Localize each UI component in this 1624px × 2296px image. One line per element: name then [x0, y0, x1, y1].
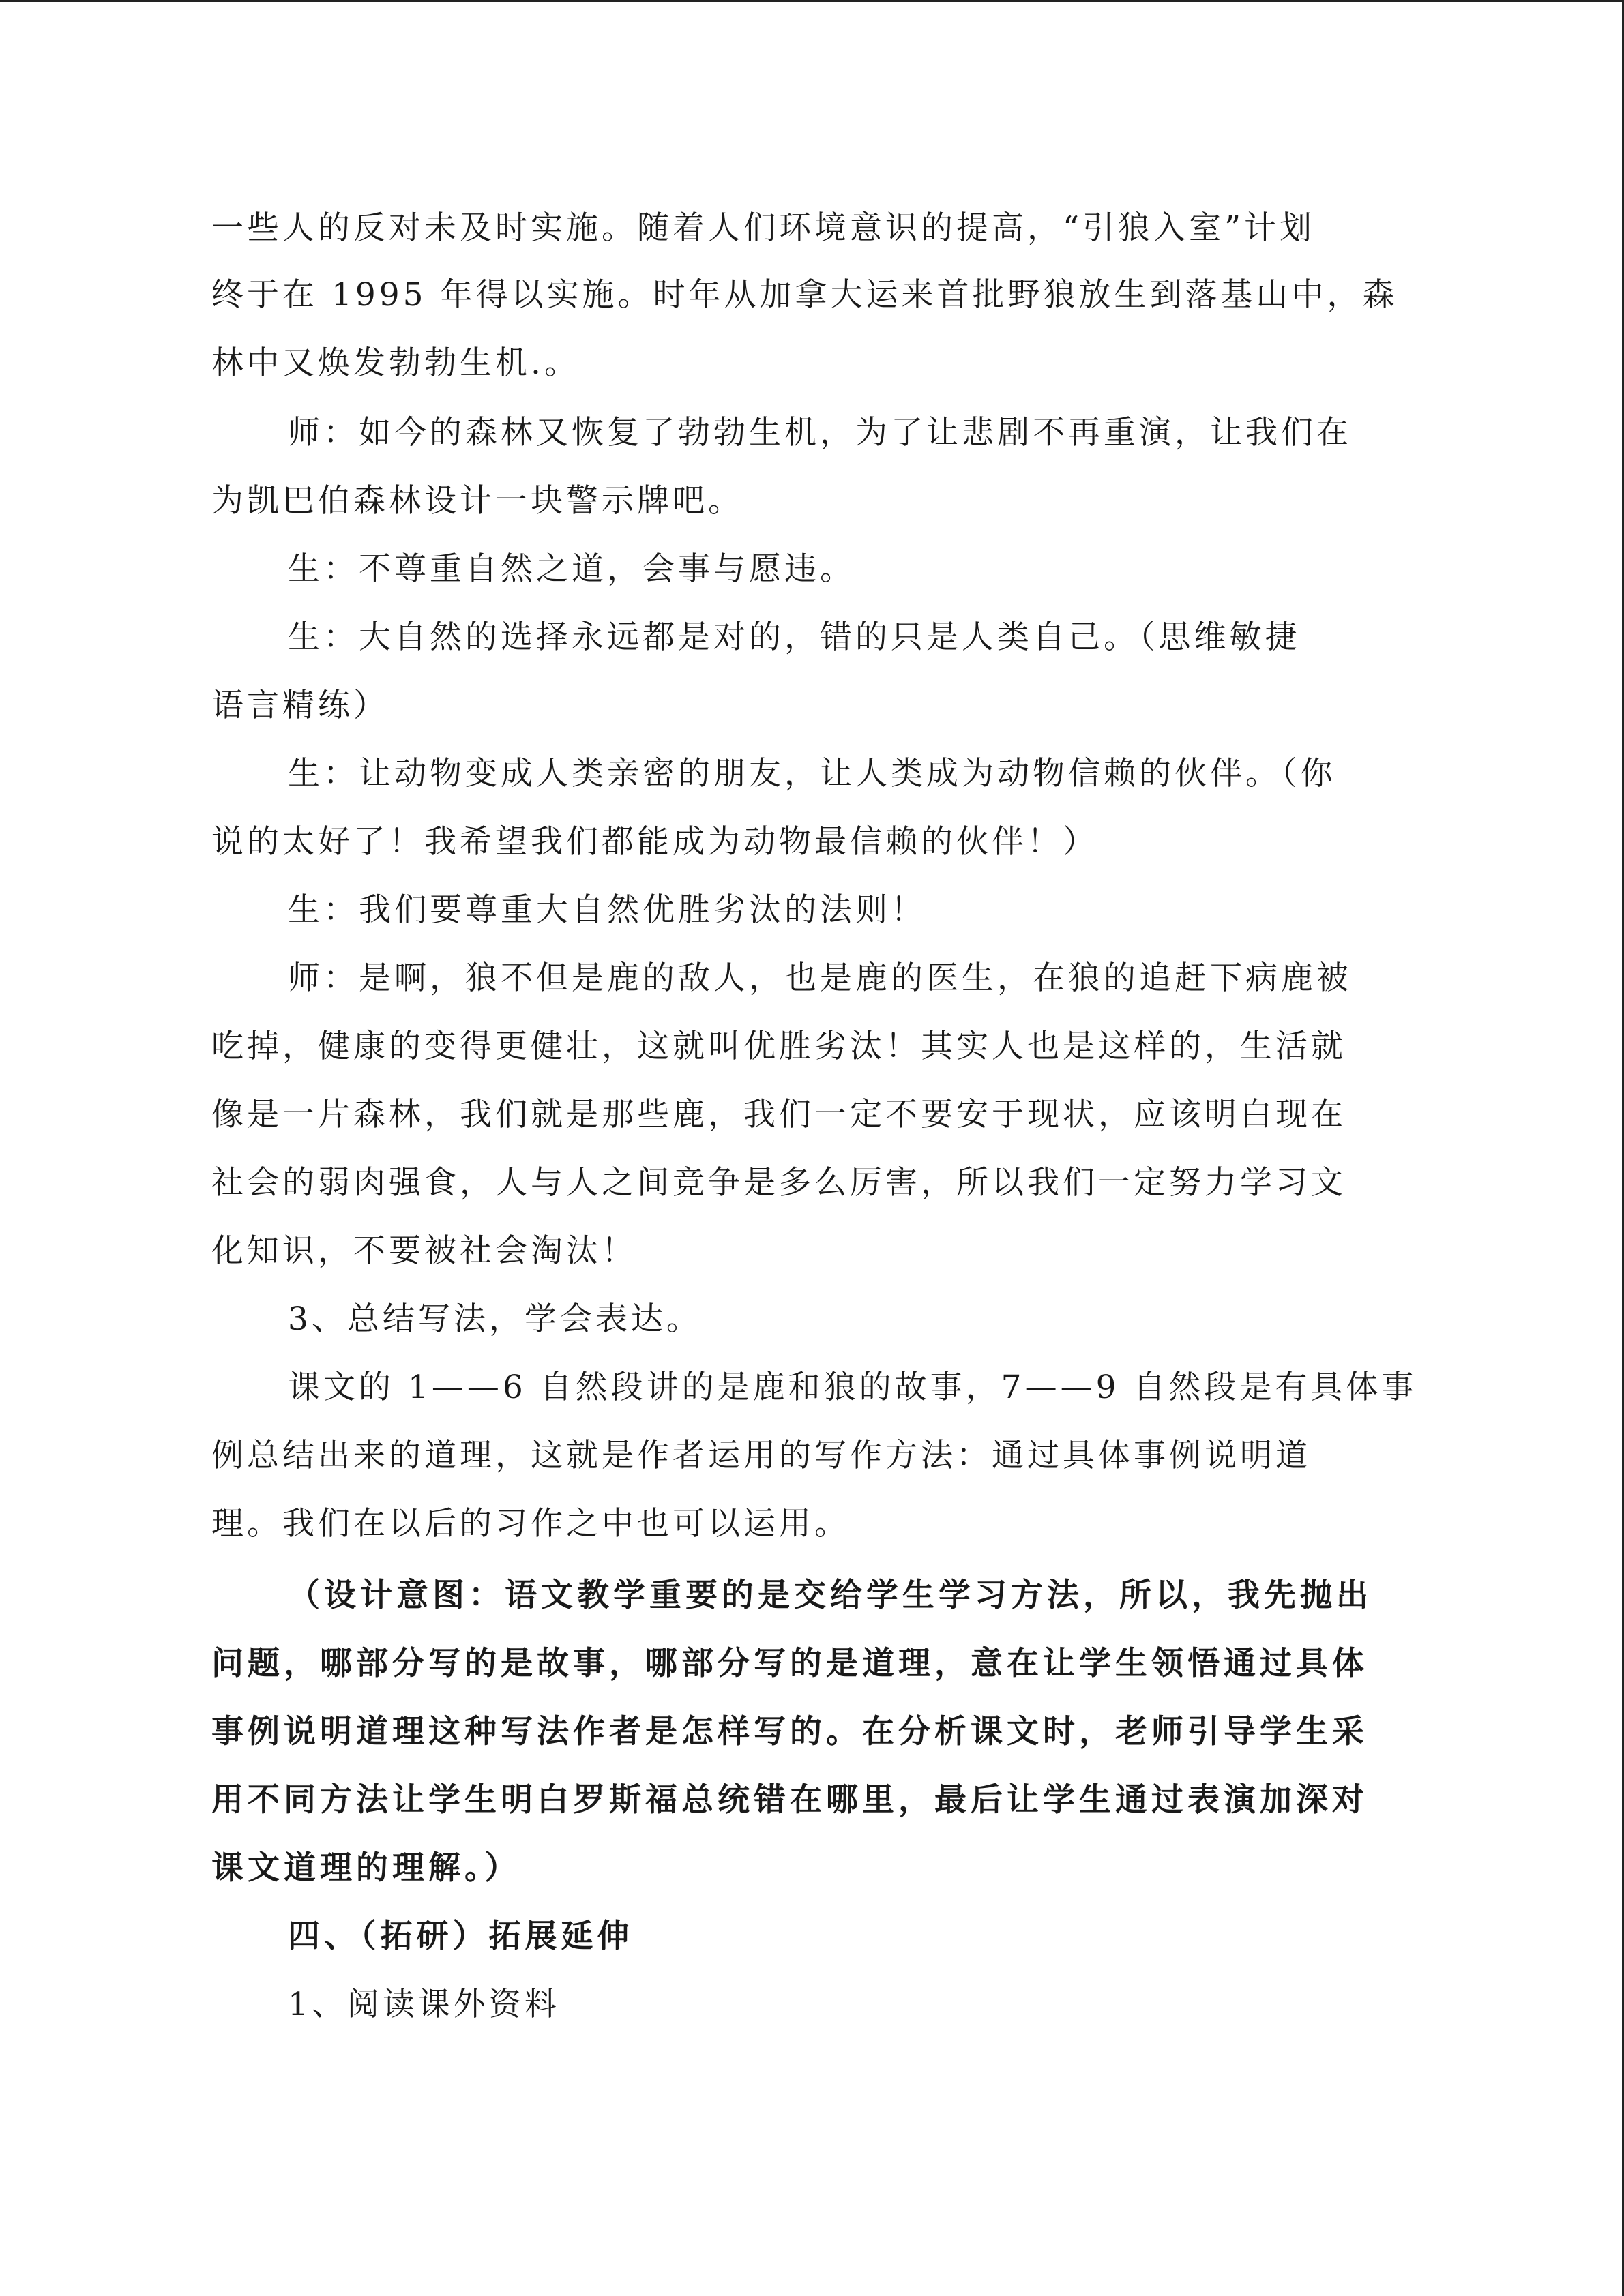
- section-heading: 3、总结写法，学会表达。: [288, 1300, 702, 1338]
- text-line: 生：让动物变成人类亲密的朋友，让人类成为动物信赖的伙伴。（你: [288, 755, 1336, 792]
- text-line: 林中又焕发勃勃生机.。: [211, 344, 580, 382]
- text-line: 化知识，不要被社会淘汰！: [211, 1232, 637, 1270]
- text-line: 说的太好了！我希望我们都能成为动物最信赖的伙伴！）: [211, 823, 1098, 861]
- text-line: 师：如今的森林又恢复了勃勃生机，为了让悲剧不再重演，让我们在: [288, 414, 1352, 451]
- text-line: 理。我们在以后的习作之中也可以运用。: [211, 1505, 850, 1542]
- text-line: 吃掉，健康的变得更健壮，这就叫优胜劣汰！其实人也是这样的，生活就: [211, 1028, 1346, 1065]
- text-line: 社会的弱肉强食，人与人之间竞争是多么厉害，所以我们一定努力学习文: [211, 1164, 1346, 1202]
- text-line: 一些人的反对未及时实施。随着人们环境意识的提高，“引狼入室”计划: [211, 209, 1316, 247]
- text-line: 生：我们要尊重大自然优胜劣汰的法则！: [288, 891, 926, 929]
- text-line: 语言精练）: [211, 687, 389, 724]
- text-line: 终于在 1995 年得以实施。时年从加拿大运来首批野狼放生到落基山中，森: [211, 276, 1398, 314]
- text-line: 1、阅读课外资料: [288, 1986, 560, 2023]
- section-heading: 四、（拓研）拓展延伸: [288, 1918, 634, 1955]
- design-intent-line: 事例说明道理这种写法作者是怎样写的。在分析课文时，老师引导学生采: [211, 1713, 1368, 1750]
- design-intent-line: 用不同方法让学生明白罗斯福总统错在哪里，最后让学生通过表演加深对: [211, 1781, 1368, 1819]
- text-line: 生：大自然的选择永远都是对的，错的只是人类自己。（思维敏捷: [288, 618, 1301, 656]
- design-intent-line: （设计意图：语文教学重要的是交给学生学习方法，所以，我先抛出: [288, 1577, 1372, 1614]
- design-intent-line: 问题，哪部分写的是故事，哪部分写的是道理，意在让学生领悟通过具体: [211, 1645, 1368, 1682]
- text-line: 像是一片森林，我们就是那些鹿，我们一定不要安于现状，应该明白现在: [211, 1096, 1346, 1133]
- text-line: 生：不尊重自然之道，会事与愿违。: [288, 550, 855, 588]
- design-intent-line: 课文道理的理解。）: [211, 1849, 521, 1887]
- text-line: 例总结出来的道理，这就是作者运用的写作方法：通过具体事例说明道: [211, 1437, 1311, 1474]
- text-line: 课文的 1——6 自然段讲的是鹿和狼的故事，7——9 自然段是有具体事: [288, 1369, 1417, 1406]
- text-line: 为凯巴伯森林设计一块警示牌吧。: [211, 482, 743, 520]
- text-line: 师：是啊，狼不但是鹿的敌人，也是鹿的医生，在狼的追赶下病鹿被: [288, 959, 1352, 997]
